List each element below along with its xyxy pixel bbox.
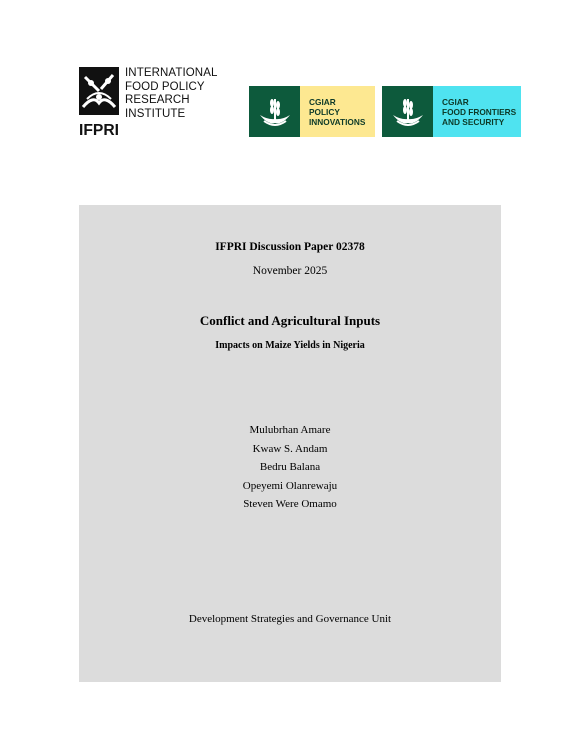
research-unit: Development Strategies and Governance Unit (188, 613, 392, 625)
cgiar-mark (249, 86, 300, 137)
cgiar-label-line: CGIAR (309, 96, 336, 107)
ifpri-wordmark (125, 67, 217, 121)
wheat-icon (389, 93, 427, 131)
cgiar-mark (382, 86, 433, 137)
ifpri-wordmark-line: INSTITUTE (125, 107, 186, 120)
cgiar-label-line: CGIAR (442, 96, 469, 107)
ifpri-wordmark-line: RESEARCH (125, 94, 190, 106)
wheat-icon (256, 93, 294, 131)
paper-subtitle: Impacts on Maize Yields in Nigeria (215, 340, 365, 351)
cover-panel (79, 205, 501, 682)
paper-title: Conflict and Agricultural Inputs (199, 313, 381, 328)
author-name: Steven Were Omamo (243, 498, 337, 510)
cgiar-food-label (433, 86, 521, 137)
ifpri-wordmark-line: INTERNATIONAL (125, 67, 218, 79)
cgiar-policy-innovations-logo (249, 86, 375, 137)
author-list (79, 421, 501, 514)
author-name: Mulubrhan Amare (249, 424, 331, 436)
publication-date: November 2025 (252, 265, 328, 277)
cgiar-label-line: AND SECURITY (442, 116, 505, 127)
ifpri-logo (79, 67, 219, 137)
cgiar-food-frontiers-logo (382, 86, 521, 137)
ifpri-wordmark-line: FOOD POLICY (125, 80, 205, 93)
author-name: Kwaw S. Andam (252, 442, 328, 455)
cgiar-policy-label (300, 86, 375, 137)
author-name: Opeyemi Olanrewaju (242, 479, 338, 492)
cgiar-label-line: POLICY (309, 106, 340, 117)
cgiar-label-line: INNOVATIONS (309, 116, 366, 127)
cgiar-label-line: FOOD FRONTIERS (442, 106, 517, 117)
ifpri-acronym: IFPRI (79, 122, 119, 137)
ifpri-figure-icon (79, 67, 119, 137)
author-name: Bedru Balana (259, 461, 321, 473)
discussion-paper-number: IFPRI Discussion Paper 02378 (215, 241, 365, 253)
